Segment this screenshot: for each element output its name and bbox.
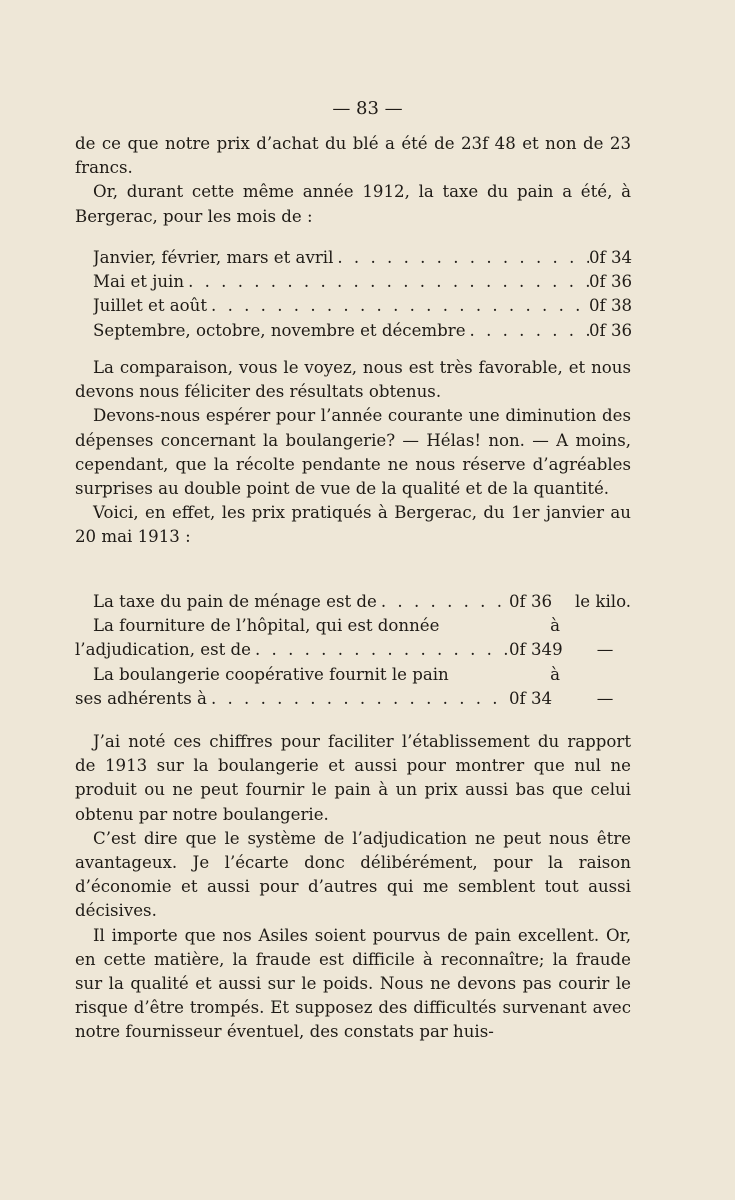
price-row xyxy=(75,590,635,614)
tax-row-value: 0f 38 xyxy=(589,296,633,316)
price-row-value: 0f 34 xyxy=(509,688,553,708)
paragraph: Il importe que nos Asiles soient pourvus de pain excellent. Or, en cette matière, la fraude est difficile à reconnaître; la fraude sur la qualité et aussi sur le poids. Nous ne devons pas courir le risque d’être trompés. Et supposez des difficultés survenant avec notre fournisseur éventuel, des constats par huis- xyxy=(75,925,631,1042)
paragraph: Or, durant cette même année 1912, la taxe du pain a été, à Bergerac, pour les mois de : xyxy=(75,182,631,226)
leader-dots xyxy=(377,590,509,614)
paragraph: de ce que notre prix d’achat du blé a été de 23f 48 et non de 23 francs. xyxy=(75,134,631,178)
leader-dots xyxy=(207,294,589,318)
price-row-unit: — xyxy=(596,688,614,708)
tax-row-value: 0f 36 xyxy=(589,320,633,340)
text-block-1 xyxy=(75,132,631,229)
paragraph: La comparaison, vous le voyez, nous est très favorable, et nous devons nous féliciter des résultats obtenus. xyxy=(75,358,631,402)
tax-row-value: 0f 36 xyxy=(589,272,633,292)
paragraph: Devons-nous espérer pour l’année courante une diminution des dépenses concernant la boulangerie? — Hélas! non. — A moins, cependant, que la récolte pendante ne nous réserve d’agréables surprises au double point de vue de la qualité et de la quantité. xyxy=(75,406,631,499)
tax-table xyxy=(93,246,633,343)
price-row-label: l’adjudication, est de xyxy=(75,640,251,660)
text-block-2 xyxy=(75,356,631,550)
tax-row xyxy=(93,270,633,294)
price-row-heading-text: à xyxy=(550,664,560,684)
tax-row-label: Septembre, octobre, novembre et décembre xyxy=(93,320,466,340)
price-row-heading-text: à xyxy=(550,616,560,636)
text-block-3 xyxy=(75,730,631,1045)
price-row-heading xyxy=(75,614,635,638)
tax-row xyxy=(93,246,633,270)
tax-row-label: Mai et juin xyxy=(93,272,185,292)
price-row-label: La taxe du pain de ménage est de xyxy=(93,592,377,611)
price-row-value: 0f 36 xyxy=(509,592,553,611)
tax-row-value: 0f 34 xyxy=(589,248,633,267)
price-row-unit: le kilo. xyxy=(575,592,632,611)
tax-row xyxy=(93,319,633,343)
price-table xyxy=(75,590,635,711)
leader-dots xyxy=(466,319,589,343)
price-row-value: 0f 349 xyxy=(509,640,563,660)
leader-dots xyxy=(184,270,589,294)
price-row-heading-text: La fourniture de l’hôpital, qui est donnée xyxy=(93,616,440,636)
tax-row-label: Juillet et août xyxy=(93,296,208,316)
tax-row xyxy=(93,294,633,318)
tax-row-label: Janvier, février, mars et avril xyxy=(93,248,334,267)
paragraph: C’est dire que le système de l’adjudication ne peut nous être avantageux. Je l’écarte donc délibérément, pour la raison d’économie et aussi pour d’autres qui me semblent tout aussi décisives. xyxy=(75,828,631,921)
leader-dots xyxy=(333,246,589,270)
price-row-unit: — xyxy=(596,640,614,660)
paragraph: J’ai noté ces chiffres pour faciliter l’établissement du rapport de 1913 sur la boulangerie et aussi pour montrer que nul ne produit ou ne peut fournir le pain à un prix aussi bas que celui obtenu par notre boulangerie. xyxy=(75,732,631,824)
paragraph: Voici, en effet, les prix pratiqués à Bergerac, du 1er janvier au 20 mai 1913 : xyxy=(75,503,631,547)
page-number: — 83 — xyxy=(332,98,403,119)
leader-dots xyxy=(207,687,509,711)
price-row-label: ses adhérents à xyxy=(75,688,207,708)
price-row xyxy=(75,638,635,662)
price-row xyxy=(75,687,635,711)
price-row-heading xyxy=(75,663,635,687)
price-row-heading-text: La boulangerie coopérative fournit le pain xyxy=(93,664,449,684)
leader-dots xyxy=(251,638,509,662)
